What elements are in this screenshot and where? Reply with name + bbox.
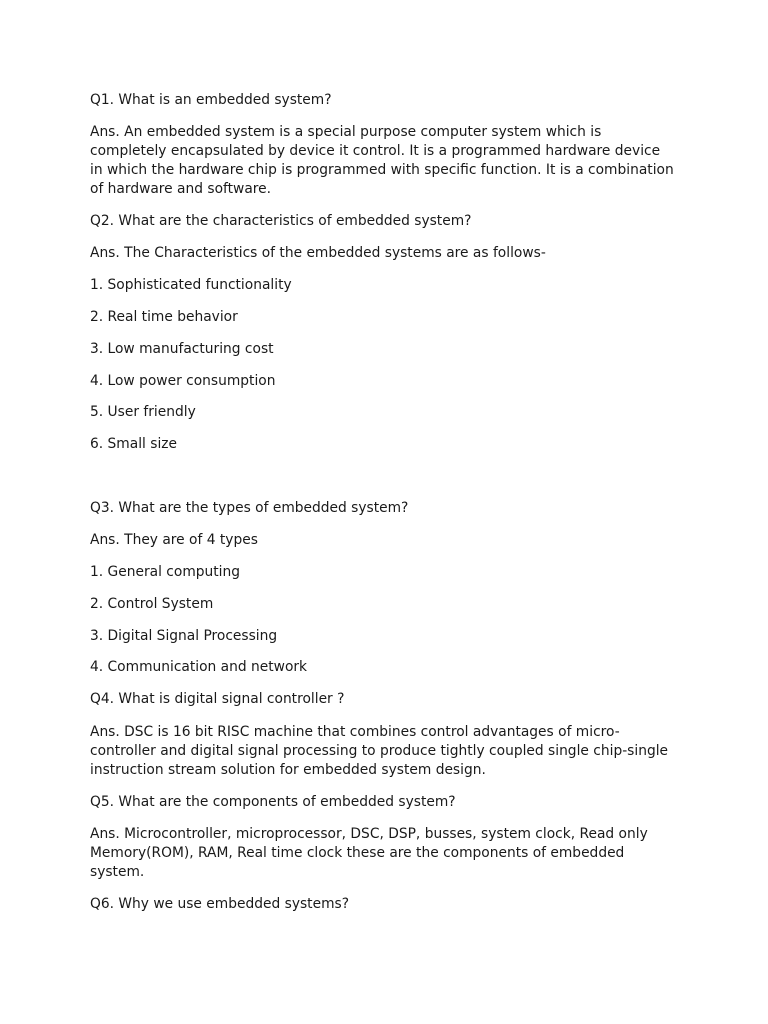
question-3: Q3. What are the types of embedded system? (90, 500, 409, 516)
list-item: 4. Communication and network (90, 659, 308, 675)
question-5: Q5. What are the components of embedded system? (90, 794, 456, 810)
list-item: 3. Digital Signal Processing (90, 628, 278, 644)
question-1: Q1. What is an embedded system? (90, 92, 332, 108)
answer-5 (90, 825, 690, 882)
answer-1-line: in which the hardware chip is programmed with specific function. It is a combination (90, 162, 674, 178)
answer-1-line: of hardware and software. (90, 181, 272, 197)
list-item: 2. Control System (90, 596, 214, 612)
list-item: 1. Sophisticated functionality (90, 277, 292, 293)
question-6: Q6. Why we use embedded systems? (90, 896, 350, 912)
answer-3: Ans. They are of 4 types (90, 532, 258, 548)
answer-5-line: Ans. Microcontroller, microprocessor, DSC, DSP, busses, system clock, Read only (90, 826, 648, 842)
answer-1-line: Ans. An embedded system is a special purpose computer system which is (90, 124, 602, 140)
list-item: 1. General computing (90, 564, 241, 580)
question-4: Q4. What is digital signal controller ? (90, 691, 345, 707)
list-item: 4. Low power consumption (90, 373, 276, 389)
list-item: 2. Real time behavior (90, 309, 238, 325)
answer-5-line: system. (90, 864, 145, 880)
answer-4-line: instruction stream solution for embedded system design. (90, 762, 486, 778)
answer-4-line: Ans. DSC is 16 bit RISC machine that combines control advantages of micro- (90, 724, 620, 740)
list-item: 6. Small size (90, 436, 178, 452)
answer-1 (90, 123, 690, 199)
answer-5-line: Memory(ROM), RAM, Real time clock these are the components of embedded (90, 845, 625, 861)
answer-4-line: controller and digital signal processing to produce tightly coupled single chip-single (90, 743, 669, 759)
list-item: 5. User friendly (90, 404, 196, 420)
answer-4 (90, 723, 690, 780)
answer-1-line: completely encapsulated by device it control. It is a programmed hardware device (90, 143, 661, 159)
question-2: Q2. What are the characteristics of embedded system? (90, 213, 472, 229)
list-item: 3. Low manufacturing cost (90, 341, 274, 357)
document-page (90, 0, 690, 1024)
answer-2: Ans. The Characteristics of the embedded systems are as follows- (90, 245, 546, 261)
